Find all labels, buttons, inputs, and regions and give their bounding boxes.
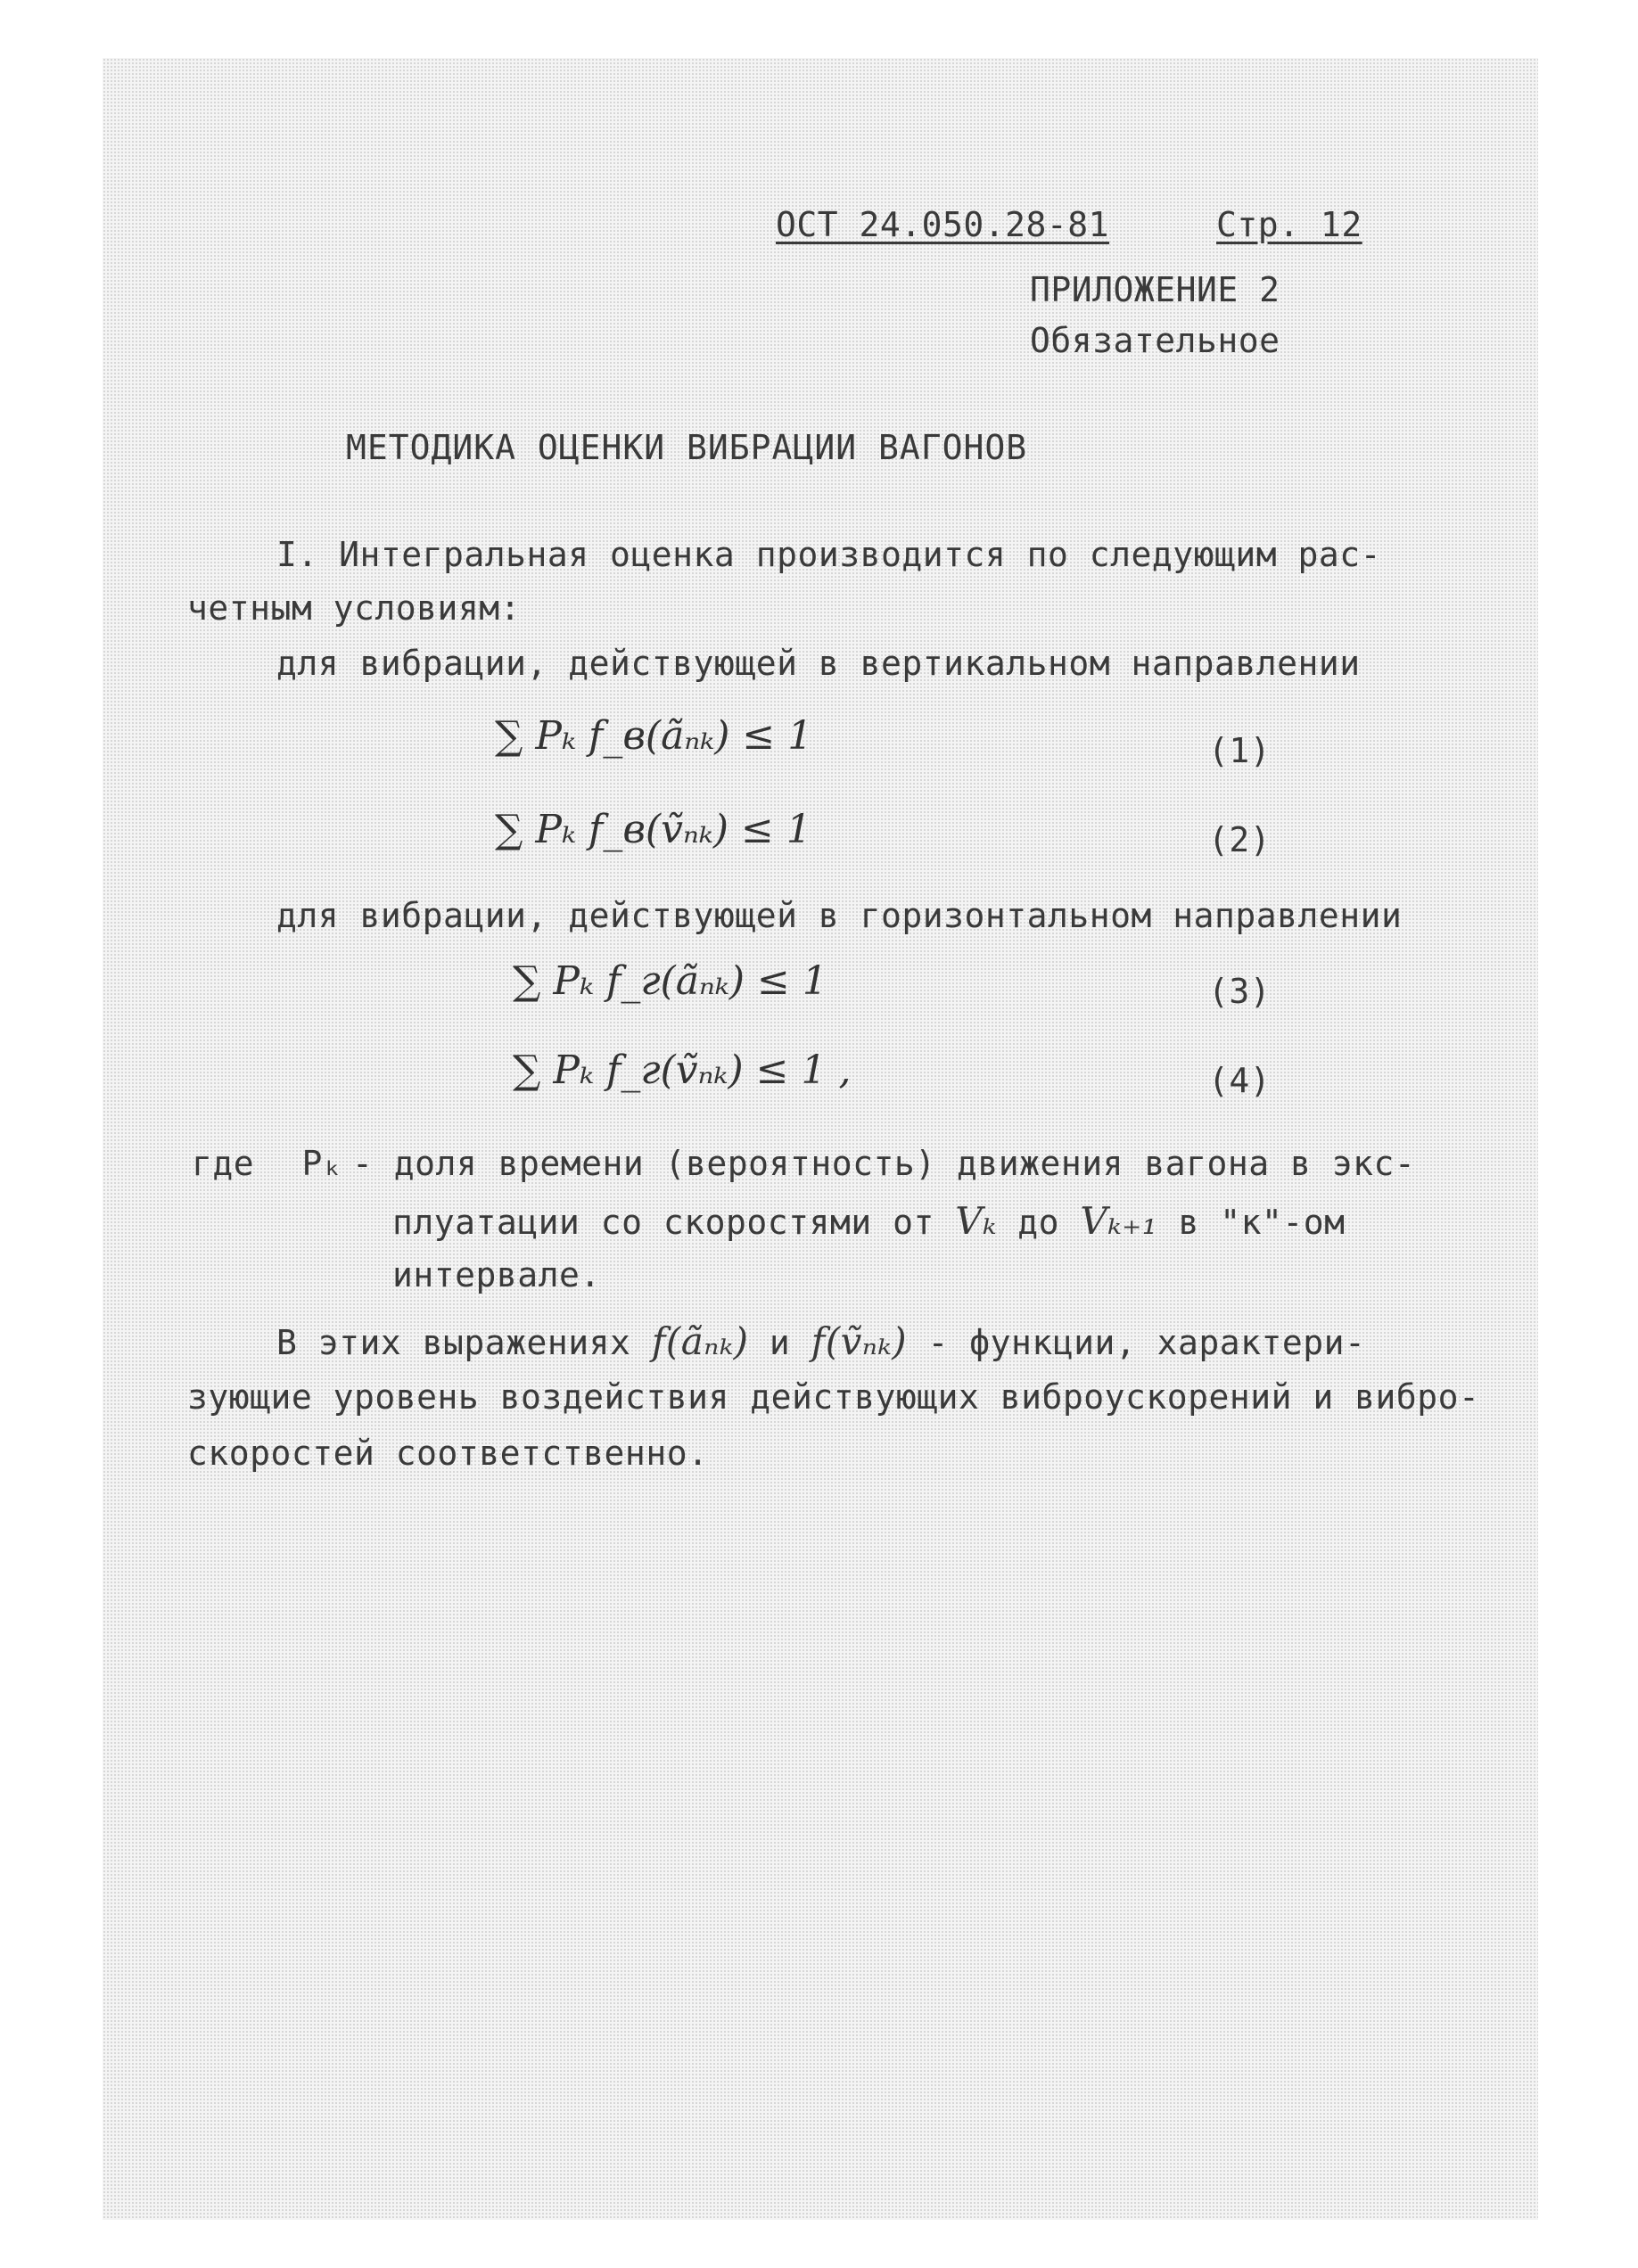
closing-line2: зующие уровень воздействия действующих виброускорений и вибро-	[187, 1377, 1480, 1417]
function-velocity: f(ṽₙₖ)	[811, 1319, 908, 1363]
where-definition-line3: интервале.	[392, 1255, 601, 1294]
formula-3-number: (3)	[1208, 972, 1272, 1011]
paragraph-line: I. Интегральная оценка производится по следующим рас-	[276, 535, 1382, 574]
appendix-status: Обязательное	[1030, 321, 1280, 360]
closing-text-a: В этих выражениях	[276, 1323, 631, 1362]
where-text-c: в "к"-ом	[1178, 1203, 1346, 1242]
formula-1-number: (1)	[1208, 731, 1272, 770]
document-title: МЕТОДИКА ОЦЕНКИ ВИБРАЦИИ ВАГОНОВ	[346, 428, 1028, 467]
horizontal-vibration-intro: для вибрации, действующей в горизонтальном направлении	[276, 896, 1403, 935]
vertical-vibration-intro: для вибрации, действующей в вертикальном направлении	[276, 644, 1361, 683]
where-definition-line1: - доля времени (вероятность) движения вагона в экс-	[352, 1144, 1416, 1183]
document-header	[776, 205, 1362, 244]
where-text-b: до	[1017, 1203, 1060, 1242]
where-word: где	[192, 1144, 255, 1183]
where-label	[192, 1144, 343, 1183]
formula-4-number: (4)	[1208, 1061, 1272, 1100]
where-text-a: плуатации со скоростями от	[392, 1203, 934, 1242]
formula-1: ∑ Pₖ f_в(ãₙₖ) ≤ 1	[495, 713, 813, 759]
where-definition-line2	[392, 1199, 1346, 1243]
function-acceleration: f(ãₙₖ)	[651, 1319, 749, 1363]
page-number: Стр. 12	[1216, 205, 1362, 244]
scanned-page	[103, 58, 1538, 2220]
formula-2-number: (2)	[1208, 820, 1272, 859]
document-code: ОСТ 24.050.28-81	[776, 205, 1110, 244]
speed-lower: Vₖ	[955, 1199, 997, 1243]
closing-line3: скоростей соответственно.	[187, 1434, 709, 1473]
paragraph-line: четным условиям:	[187, 588, 522, 628]
closing-line1	[276, 1319, 1365, 1363]
formula-3: ∑ Pₖ f_г(ãₙₖ) ≤ 1	[513, 958, 827, 1004]
where-symbol: Pₖ	[301, 1144, 344, 1183]
appendix-label: ПРИЛОЖЕНИЕ 2	[1030, 270, 1280, 309]
formula-4: ∑ Pₖ f_г(ṽₙₖ) ≤ 1 ,	[513, 1048, 852, 1093]
speed-upper: Vₖ₊₁	[1080, 1199, 1158, 1243]
closing-text-c: - функции, характери-	[927, 1323, 1366, 1362]
closing-text-b: и	[769, 1323, 791, 1362]
formula-2: ∑ Pₖ f_в(ṽₙₖ) ≤ 1	[495, 807, 811, 852]
